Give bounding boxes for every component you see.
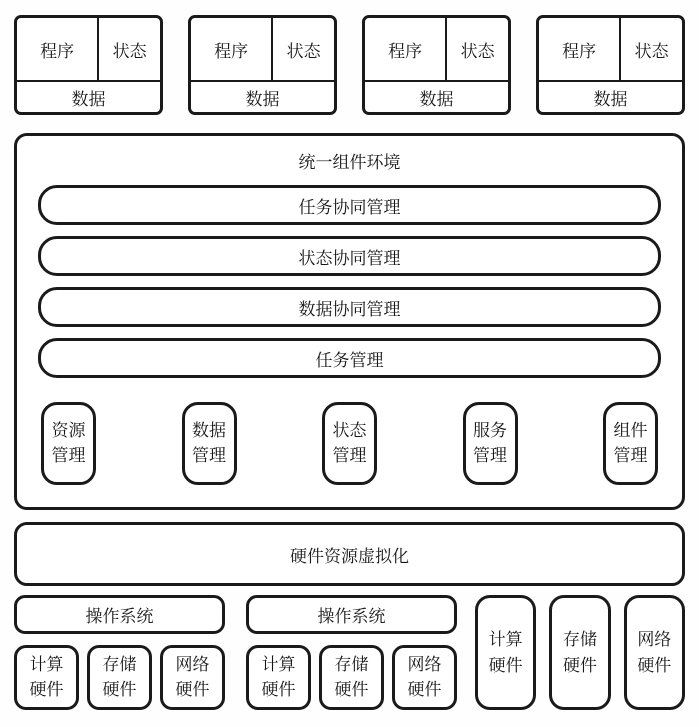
data-cell: 数据 [191,80,334,112]
component-environment-title: 统一组件环境 [298,152,401,172]
state-cell: 状态 [634,41,669,61]
node-box-1 [14,15,163,115]
node-box-4 [536,15,685,115]
hw-storage: 存储硬件 [319,645,384,710]
os-box: 操作系统 [14,595,225,634]
os-group-2 [246,595,457,710]
bare-hardware-row [475,595,685,710]
manager-service: 服务管理 [463,402,518,485]
manager-resource: 资源管理 [41,402,96,485]
data-cell: 数据 [17,80,160,112]
bottom-section [14,595,685,710]
program-cell: 程序 [191,18,273,80]
bare-hw-compute: 计算硬件 [475,595,536,710]
state-cell: 状态 [286,41,321,61]
data-cell: 数据 [539,80,682,112]
node-box-3 [362,15,511,115]
bare-hw-network: 网络硬件 [624,595,685,710]
program-cell: 程序 [17,18,99,80]
hardware-virtualization-band: 硬件资源虚拟化 [14,522,685,586]
state-cell: 状态 [112,41,147,61]
top-node-row [14,15,685,115]
bar-state-coordination: 状态协同管理 [38,236,661,276]
node-box-2 [188,15,337,115]
program-cell: 程序 [539,18,621,80]
hw-network: 网络硬件 [160,645,225,710]
state-cell: 状态 [460,41,495,61]
bar-task-coordination: 任务协同管理 [38,185,661,225]
program-cell: 程序 [365,18,447,80]
manager-state: 状态管理 [322,402,377,485]
data-cell: 数据 [365,80,508,112]
bar-task-management: 任务管理 [38,338,661,378]
os-box: 操作系统 [246,595,457,634]
component-environment-box [14,133,685,510]
manager-component: 组件管理 [603,402,658,485]
manager-row [38,402,661,485]
hw-storage: 存储硬件 [87,645,152,710]
hw-compute: 计算硬件 [246,645,311,710]
bare-hw-storage: 存储硬件 [549,595,610,710]
manager-data: 数据管理 [182,402,237,485]
hw-network: 网络硬件 [392,645,457,710]
hw-compute: 计算硬件 [14,645,79,710]
os-group-1 [14,595,225,710]
bar-data-coordination: 数据协同管理 [38,287,661,327]
